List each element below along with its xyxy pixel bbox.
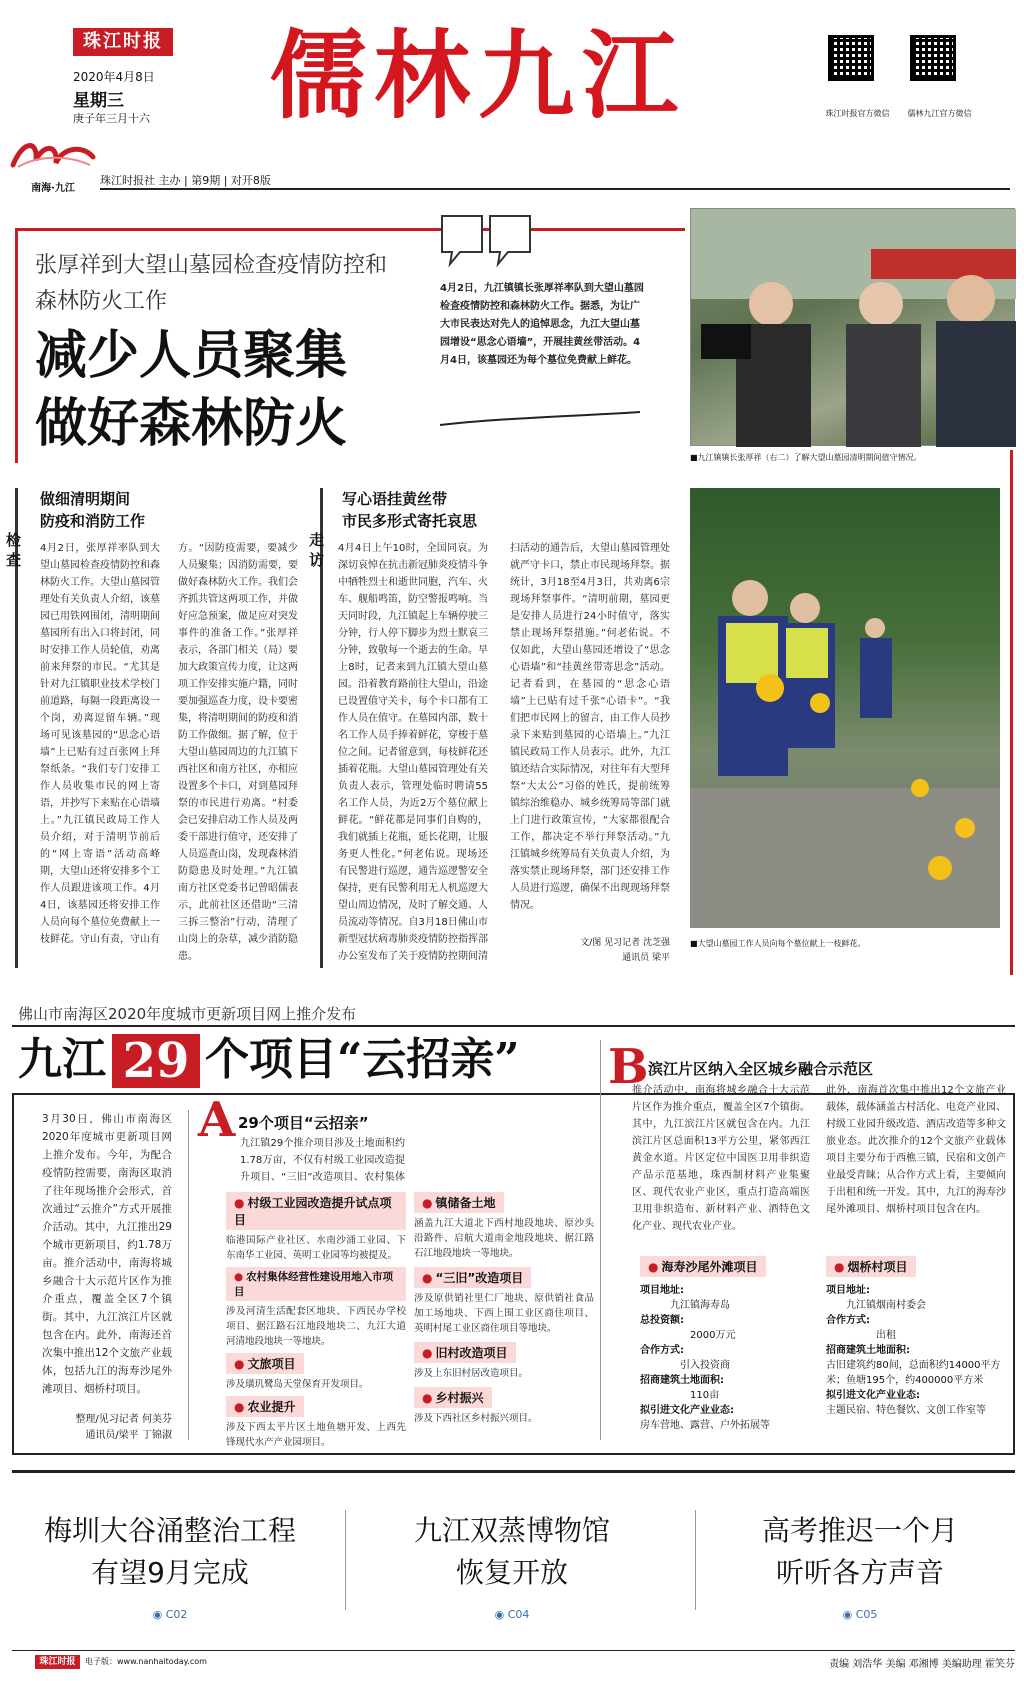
page-link-icon: ◉ [152, 1608, 166, 1621]
item-text: 涉及下西社区乡村振兴项目。 [414, 1413, 538, 1424]
teaser-page-link[interactable]: ◉ C02 [152, 1608, 188, 1621]
item-block [414, 1192, 594, 1261]
field-value: 引入投资商 [680, 1360, 730, 1371]
lead-summary: 4月2日，九江镇镇长张厚祥率队到大望山墓园检查疫情防控和森林防火工作。据悉，为让广大市民表达对先人的追悼思念，九江大望山墓园增设“思念心语墙”，开展挂黄丝带活动。4月4日，该墓园还为每个墓位免费献上鲜花。 [440, 283, 644, 366]
item-label: ● 镇储备土地 [414, 1192, 504, 1213]
teaser-c04[interactable] [362, 1510, 662, 1621]
part-a-text: 九江镇29个推介项目涉及土地面积约1.78万亩，不仅有村级工业园改造提升项目、“三旧”改造项目、农村集体 [240, 1138, 405, 1183]
part-a-letter: A [198, 1092, 236, 1148]
item-text: 涉及上东旧村居改造项目。 [414, 1368, 529, 1379]
field-key: 项目地址: [826, 1285, 870, 1296]
teaser-divider [345, 1510, 346, 1610]
visit-title-1: 写心语挂黄丝带 [342, 490, 448, 508]
field-value: 古旧建筑约80间，总面积约14000平方米；鱼塘195个，约400000平方米 [826, 1360, 1001, 1386]
project-card-yanqiao [826, 1256, 1006, 1418]
lead-headline-2: 做好森林防火 [35, 393, 348, 454]
teaser-page-link[interactable]: ◉ C05 [842, 1608, 878, 1621]
section2-top-rule [12, 1025, 1015, 1027]
item-label: ● 村级工业园改造提升试点项目 [226, 1192, 406, 1230]
item-label: ● 文旅项目 [226, 1353, 304, 1374]
speech-bubbles-icon [438, 212, 538, 277]
field-key: 招商建筑土地面积: [640, 1375, 724, 1386]
field-key: 合作方式: [826, 1315, 870, 1326]
project-card-haishou [640, 1256, 812, 1433]
item-text: 临港国际产业社区、水南沙涌工业园、下东南华工业园、英明工业园等均被提及。 [226, 1235, 406, 1261]
card-label: ● 海寿沙尾外滩项目 [640, 1256, 766, 1277]
field-value: 110亩 [690, 1390, 720, 1401]
photo2-caption: ■大望山墓园工作人员向每个墓位献上一枝鲜花。 [690, 939, 866, 948]
tag-visit: 走访 [309, 531, 325, 569]
lunar-date: 庚子年三月十六 [73, 112, 150, 125]
lead-photo-flowers [690, 488, 1000, 928]
field-value: 九江镇烟南村委会 [846, 1300, 926, 1311]
teaser-line-2: 有望9月完成 [91, 1556, 249, 1589]
masthead-title: 儒林九江 [270, 19, 686, 132]
column-rule [600, 1040, 601, 1440]
field-key: 项目地址: [640, 1285, 684, 1296]
item-block [226, 1396, 406, 1450]
check-title-2: 防疫和消防工作 [40, 512, 146, 530]
card-label: ● 烟桥村项目 [826, 1256, 916, 1277]
item-label: ● 乡村振兴 [414, 1387, 492, 1408]
item-text: 涉及下西太平片区土地鱼塘开发、上西先锋现代水产产业园项目。 [226, 1422, 406, 1448]
teaser-line-1: 高考推迟一个月 [761, 1514, 958, 1547]
teaser-top-rule [12, 1470, 1015, 1473]
item-label: ● 旧村改造项目 [414, 1342, 516, 1363]
field-value: 九江镇海寿岛 [670, 1300, 730, 1311]
swoosh-icon [440, 410, 640, 430]
section2-head-pre: 九江 [18, 1034, 106, 1085]
qr-code-icon [828, 35, 874, 81]
intro-byline-2: 通讯员/梁平 丁锦淑 [85, 1430, 172, 1441]
field-key: 拟引进文化产业业态: [826, 1390, 920, 1401]
item-text: 涵盖九江大道北下西村地段地块、原沙头沿路件、启航大道南金地段地块、据江路石江地段地块一等地块。 [414, 1218, 594, 1259]
field-key: 合作方式: [640, 1345, 684, 1356]
qr-label: 珠江时报官方微信 [825, 109, 890, 118]
visit-byline-1: 文/图 见习记者 沈芝强 [580, 938, 670, 948]
teaser-page-link[interactable]: ◉ C04 [494, 1608, 530, 1621]
page-link-icon: ◉ [842, 1608, 856, 1621]
section2-head-number: 29 [112, 1034, 200, 1088]
item-block [226, 1353, 406, 1392]
part-a-items [226, 1192, 406, 1450]
field-key: 总投资额: [640, 1315, 684, 1326]
field-value: 2000万元 [690, 1330, 736, 1341]
teaser-c05[interactable] [710, 1510, 1010, 1621]
teaser-c02[interactable] [20, 1510, 320, 1621]
teaser-line-2: 恢复开放 [455, 1556, 568, 1589]
check-title-1: 做细清明期间 [40, 490, 131, 508]
check-text-a: 4月2日，张厚祥率队到大望山墓园检查疫情防控和森林防火工作。大望山墓园管理处有关负责人介绍，该墓园已用铁网围闭，清明期间墓园所有出入口将封闭，同时安排工作人员轮值，劝离前来拜祭的市民。“尤其是针对九江镇职业技术学校门前道路，每隔一段距离设一个岗，劝离逗留车辆。”现场可见该墓园的“思念心语墙”上已贴有过百张网上拜祭纸条。“我们专门安排工作人员收集市民的网上寄语，并抄写下来贴在心语墙上。”九江镇民政局工作人员介绍，对于清明节前后的“网上寄语”活动高峰期，大望山还将安排多个工作人员跟进该项工作。4月4日，该墓园还将安排工作人员向每个墓位免费献上一枝鲜花。守山有责，守山有 [40, 543, 160, 945]
qr-code-icon [910, 35, 956, 81]
field-value: 出租 [876, 1330, 896, 1341]
item-label: ● 农业提升 [226, 1396, 304, 1417]
issue-date: 2020年4月8日 [73, 70, 155, 84]
item-text: 涉及原供销社里仁厂地块、原供销社食品加工场地块、下西上围工业区商住项目、英明村尾工业区商住项目等地块。 [414, 1293, 594, 1334]
visit-text-a: 4月4日上午10时，全国同哀。为深切哀悼在抗击新冠肺炎疫情斗争中牺牲烈士和逝世同胞，汽车、火车、舰船鸣笛，防空警报鸣响。当天同时段，九江镇起上车辆停驶三分钟，行人停下脚步为烈士默哀三分钟，致敬每一个逝去的生命。早上8时，记者来到九江镇大望山墓园。沿着教育路前往大望山，沿途已设置值守关卡，每个卡口都有工作人员在值守。在墓园内部，数十名工作人员手捧着鲜花，穿梭于墓位之间。记者留意到，每枝鲜花还插着花瓶。大望山墓园管理处有关负责人表示，管理处临时聘请55名工作人员，为近2万个墓位献上鲜花。“鲜花都是同事们自购的，我们就插上花瓶，延长花期，让服务更人性化。”何老佑说。现场还有民警进行巡逻，通告巡逻警安全保持，更有民警利用无人机巡逻大望山周边情况，及时了解交通、人员流动等情况。自3月18日佛山市新型冠状病毒肺炎疫情防控指挥部办公室发布了关于疫情防控期间清 [338, 543, 488, 962]
item-block [226, 1267, 406, 1349]
teaser-line-1: 梅圳大谷涌整治工程 [43, 1514, 296, 1547]
item-block [226, 1192, 406, 1263]
field-key: 拟引进文化产业业态: [640, 1405, 734, 1416]
lead-subhead: 张厚祥到大望山墓园检查疫情防控和森林防火工作 [35, 253, 388, 314]
lead-red-rule [15, 228, 18, 463]
section2-head-post: 个项目“云招亲” [205, 1034, 520, 1085]
photo1-caption: ■九江镇镇长张厚祥（右二）了解大望山墓园清明期间值守情况。 [690, 453, 922, 462]
masthead-divider [100, 188, 1010, 190]
part-b-letter: B [608, 1039, 649, 1095]
item-label: ● “三旧”改造项目 [414, 1267, 531, 1288]
lead-headline-1: 减少人员聚集 [35, 325, 348, 386]
part-b-text-2: 此外，南海首次集中推出12个文旅产业载体，载体涵盖古村活化、电竞产业园、村级工业园升级改造、酒店改造等多种文旅业态。此次推介的12个文旅产业载体项目主要分布于西樵三镇，民宿和文创产业最受青睐；从合作方式上看，主要倾向于出租和统一开发。其中，九江的海寿沙尾外滩项目、烟桥村项目包含在内。 [826, 1085, 1006, 1215]
part-b-title: 滨江片区纳入全区城乡融合示范区 [648, 1060, 874, 1078]
lead-photo-inspection [690, 208, 1015, 446]
section2-intro: 3月30日，佛山市南海区2020年度城市更新项目网上推介发布。今年，为配合疫情防控需要，南海区取消了往年现场推介会形式，首次通过“云推介”方式开展推介活动。其中，九江推出29个城市更新项目，约1.78万亩。推介活动中，南海将城乡融合十大示范片区作为推介重点，覆盖全区7个镇街。其中，九江滨江片区就包含在内。此外，南海还首次集中推出12个文旅产业载体，包括九江的海寿沙尾外滩项目、烟桥村项目。 [42, 1113, 172, 1395]
tag-check: 检查 [6, 531, 22, 569]
section2-kicker: 佛山市南海区2020年度城市更新项目网上推介发布 [18, 1005, 357, 1023]
card-fields [826, 1283, 1006, 1418]
logo-subtitle: 南海·九江 [31, 183, 75, 194]
teaser-divider [695, 1510, 696, 1610]
teaser-line-1: 九江双蒸博物馆 [413, 1514, 610, 1547]
qr-label: 儒林九江官方微信 [907, 109, 972, 118]
item-text: 涉及河清生活配套区地块、下西民办学校项目、据江路石江地段地块二、九江大道河清地段地块一等地块。 [226, 1306, 406, 1347]
issue-weekday: 星期三 [73, 91, 124, 111]
footer-rule [12, 1650, 1015, 1651]
visit-text-b: 扫活动的通告后，大望山墓园管理处就严守卡口，禁止市民现场拜祭。据统计，3月18至4月3日，共劝离6宗现场拜祭事件。“清明前期，墓园更是安排人员进行24小时值守，落实禁止现场拜祭措施。”何老佑说。不仅如此，大望山墓园还增设了“思念心语墙”和“挂黄丝带寄思念”活动。记者看到，在墓园的“思念心语墙”上已贴有过千张“心语卡”。“我们把市民网上的留言，由工作人员抄录下来贴到墓园的心语墙上。”九江镇民政局工作人员表示。此外，九江镇还结合实际情况，对往年有大型拜祭“大太公”习俗的姓氏，提前统筹镇综治维稳办、城乡统筹局等部门就上门进行政策宣传，“大家都很配合工作，都决定不举行拜祭活动。”九江镇城乡统筹局有关负责人介绍，为落实禁止现场拜祭，部门还安排工作人员进行巡逻，确保不出现现场拜祭情况。 [510, 543, 670, 911]
visit-byline-2: 通讯员 梁平 [622, 953, 670, 963]
check-text-b: 方。“因防疫需要，要减少人员聚集；因消防需要，要做好森林防火工作。我们会齐抓共管这两项工作，并做好应急预案，做足应对突发事件的准备工作。”张厚祥表示，各部门相关（局）要加大政策宣传力度，让这两项工作安排实施户籍，同时要加强巡查力度，设卡要密集，将清明期间的防疫和消防工作做细。据了解，位于大望山墓园周边的九江镇下西社区和南方社区，亦相应设置多个卡口，对到墓园拜祭的市民进行劝离。“村委会已安排启动工作人员及两委干部进行值守，还安排了人员巡查山岗，发现森林消防隐患及时处理。”九江镇南方社区党委书记曾昭儒表示，此前社区还借助“三清三拆三整治”行动，清理了山岗上的杂草，减少消防隐患。 [178, 543, 298, 962]
intro-byline-1: 整理/见习记者 何美芬 [75, 1414, 172, 1425]
item-label: ● 农村集体经营性建设用地入市项目 [226, 1267, 406, 1301]
teaser-line-2: 听听各方声音 [775, 1556, 944, 1589]
item-text: 涉及璜玑鹭岛天堂保育开发项目。 [226, 1379, 369, 1390]
part-a-items-right [414, 1192, 594, 1426]
newspaper-brand-logo: 珠江时报 [73, 28, 173, 56]
field-key: 招商建筑土地面积: [826, 1345, 910, 1356]
field-value: 主题民宿、特色餐饮、文创工作室等 [826, 1405, 986, 1416]
footer-credits: 责编 刘浩华 美编 邓湘博 美编助理 霍笑芬 [829, 1659, 1015, 1670]
footer-brand: 珠江时报 [35, 1655, 80, 1669]
item-block [414, 1342, 594, 1381]
lead-red-rule-right [1010, 450, 1013, 975]
visit-title-2: 市民多形式寄托哀思 [342, 512, 478, 530]
item-block [414, 1387, 594, 1426]
part-a-title: 29个项目“云招亲” [238, 1114, 369, 1132]
part-b-text-1: 推介活动中，南海将城乡融合十大示范片区作为推介重点，覆盖全区7个镇街。其中，九江滨江片区就包含在内。九江滨江片区总面积13平方公里，紧邻西江黄金水道。片区定位中国医卫用非织造产品示范基地，珠西制材料产业集聚区、现代农业产业区，重点打造高端医卫用非织造布、新材料产业、酒特色文化产业、现代农业产业。 [632, 1085, 810, 1232]
lead-red-rule-top [15, 228, 685, 231]
column-rule [188, 1110, 189, 1440]
section-logo [8, 135, 98, 194]
card-fields [640, 1283, 812, 1433]
section-logo-icon [8, 135, 98, 175]
page-link-icon: ◉ [494, 1608, 508, 1621]
edition-line: 珠江时报社 主办 | 第9期 | 对开8版 [100, 174, 271, 187]
field-value: 房车营地、露营、户外拓展等 [640, 1420, 770, 1431]
footer-url[interactable]: 电子版：www.nanhaitoday.com [85, 1657, 207, 1666]
item-block [414, 1267, 594, 1336]
